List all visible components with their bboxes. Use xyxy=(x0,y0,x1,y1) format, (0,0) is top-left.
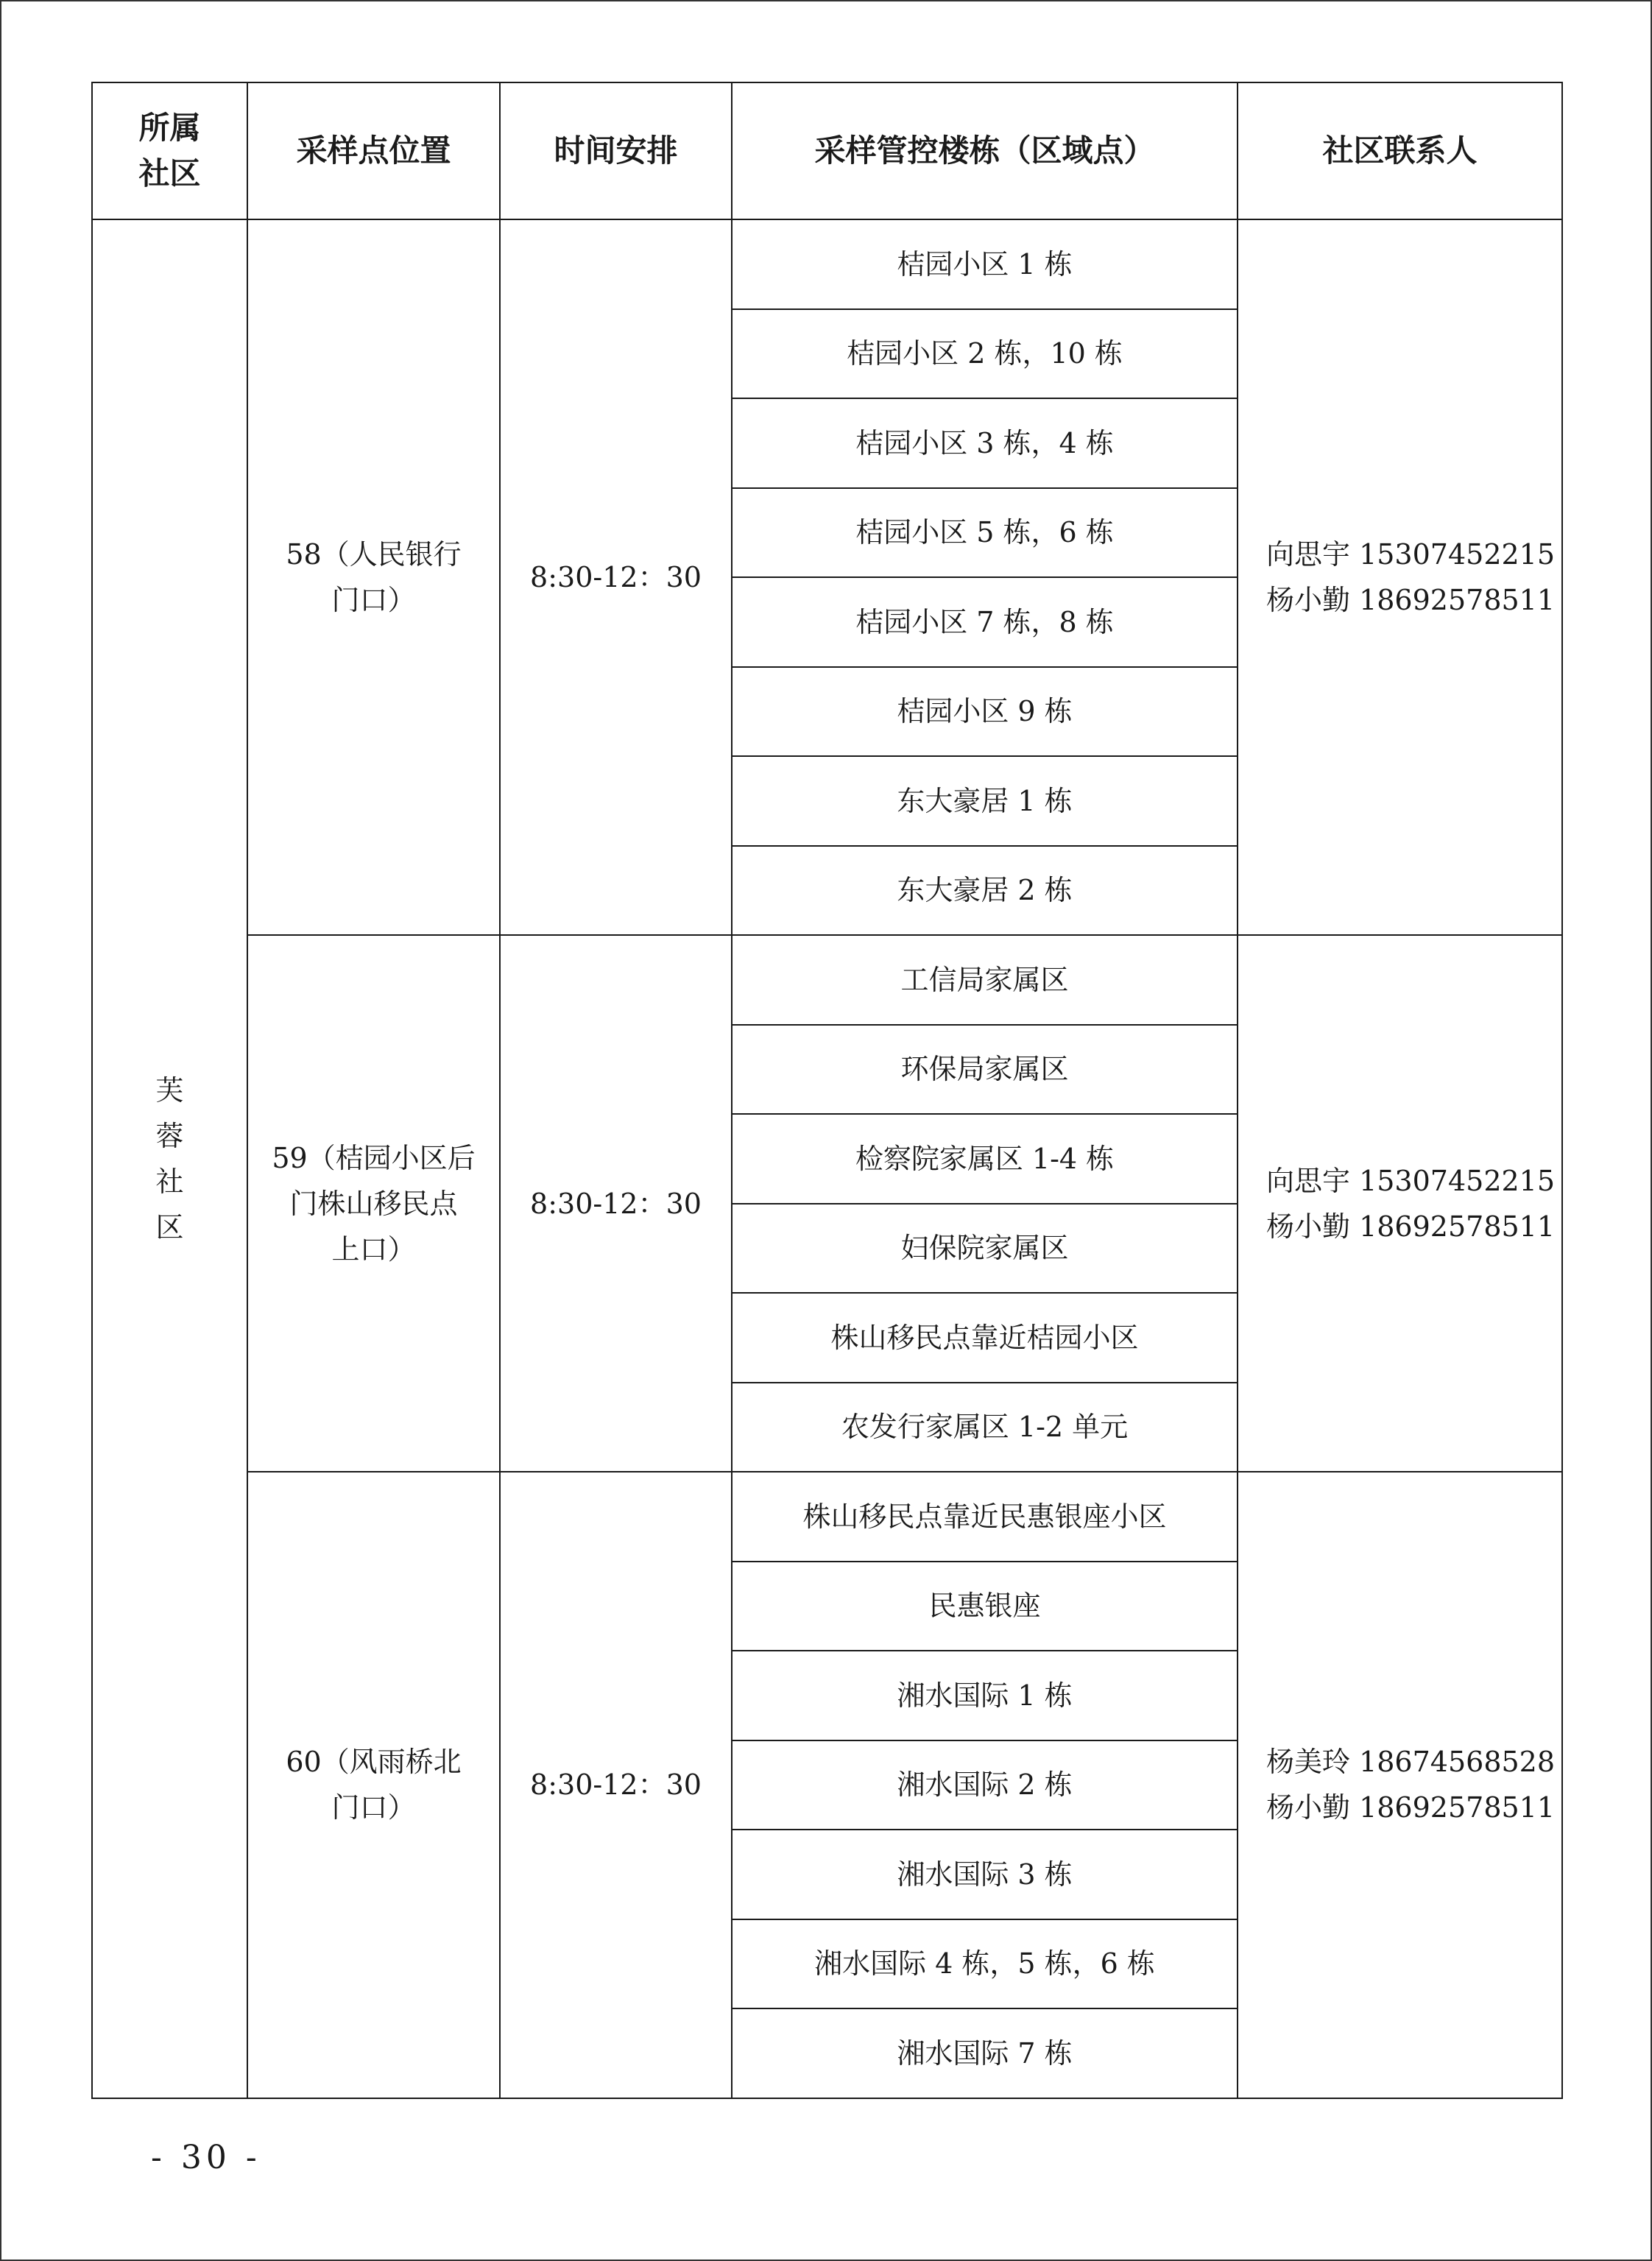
contact-cell: 向思宇 15307452215 杨小勤 18692578511 xyxy=(1238,935,1562,1472)
header-contacts: 社区联系人 xyxy=(1238,82,1562,219)
header-site-location: 采样点位置 xyxy=(247,82,500,219)
table-row xyxy=(92,1472,1562,1562)
building-cell: 湘水国际 3 栋 xyxy=(732,1830,1238,1919)
building-cell: 桔园小区 7 栋，8 栋 xyxy=(732,577,1238,667)
page-number: - 30 - xyxy=(151,2139,261,2176)
building-cell: 桔园小区 2 栋，10 栋 xyxy=(732,309,1238,399)
header-community: 所属 社区 xyxy=(92,82,247,219)
building-cell: 工信局家属区 xyxy=(732,935,1238,1025)
building-cell: 桔园小区 3 栋，4 栋 xyxy=(732,398,1238,488)
building-cell: 妇保院家属区 xyxy=(732,1204,1238,1294)
site-location-cell: 58（人民银行 门口） xyxy=(247,219,500,935)
site-location-cell: 59（桔园小区后 门株山移民点 上口） xyxy=(247,935,500,1472)
site-location-cell: 60（风雨桥北 门口） xyxy=(247,1472,500,2098)
header-buildings: 采样管控楼栋（区域点） xyxy=(732,82,1238,219)
time-cell: 8:30-12：30 xyxy=(500,935,732,1472)
header-row xyxy=(92,82,1562,219)
contact-cell: 向思宇 15307452215 杨小勤 18692578511 xyxy=(1238,219,1562,935)
community-cell: 芙 蓉 社 区 xyxy=(92,219,247,2098)
building-cell: 东大豪居 2 栋 xyxy=(732,846,1238,936)
time-cell: 8:30-12：30 xyxy=(500,219,732,935)
building-cell: 株山移民点靠近桔园小区 xyxy=(732,1293,1238,1383)
sampling-schedule-table xyxy=(91,82,1563,2099)
building-cell: 农发行家属区 1-2 单元 xyxy=(732,1383,1238,1472)
contact-cell: 杨美玲 18674568528 杨小勤 18692578511 xyxy=(1238,1472,1562,2098)
building-cell: 湘水国际 4 栋，5 栋，6 栋 xyxy=(732,1919,1238,2009)
building-cell: 民惠银座 xyxy=(732,1562,1238,1651)
header-time: 时间安排 xyxy=(500,82,732,219)
building-cell: 东大豪居 1 栋 xyxy=(732,756,1238,846)
building-cell: 检察院家属区 1-4 栋 xyxy=(732,1114,1238,1204)
building-cell: 湘水国际 7 栋 xyxy=(732,2008,1238,2098)
building-cell: 株山移民点靠近民惠银座小区 xyxy=(732,1472,1238,1562)
building-cell: 桔园小区 5 栋，6 栋 xyxy=(732,488,1238,578)
building-cell: 环保局家属区 xyxy=(732,1025,1238,1115)
table-row xyxy=(92,219,1562,309)
building-cell: 湘水国际 1 栋 xyxy=(732,1651,1238,1740)
time-cell: 8:30-12：30 xyxy=(500,1472,732,2098)
table-row xyxy=(92,935,1562,1025)
building-cell: 桔园小区 9 栋 xyxy=(732,667,1238,757)
building-cell: 湘水国际 2 栋 xyxy=(732,1740,1238,1830)
building-cell: 桔园小区 1 栋 xyxy=(732,219,1238,309)
